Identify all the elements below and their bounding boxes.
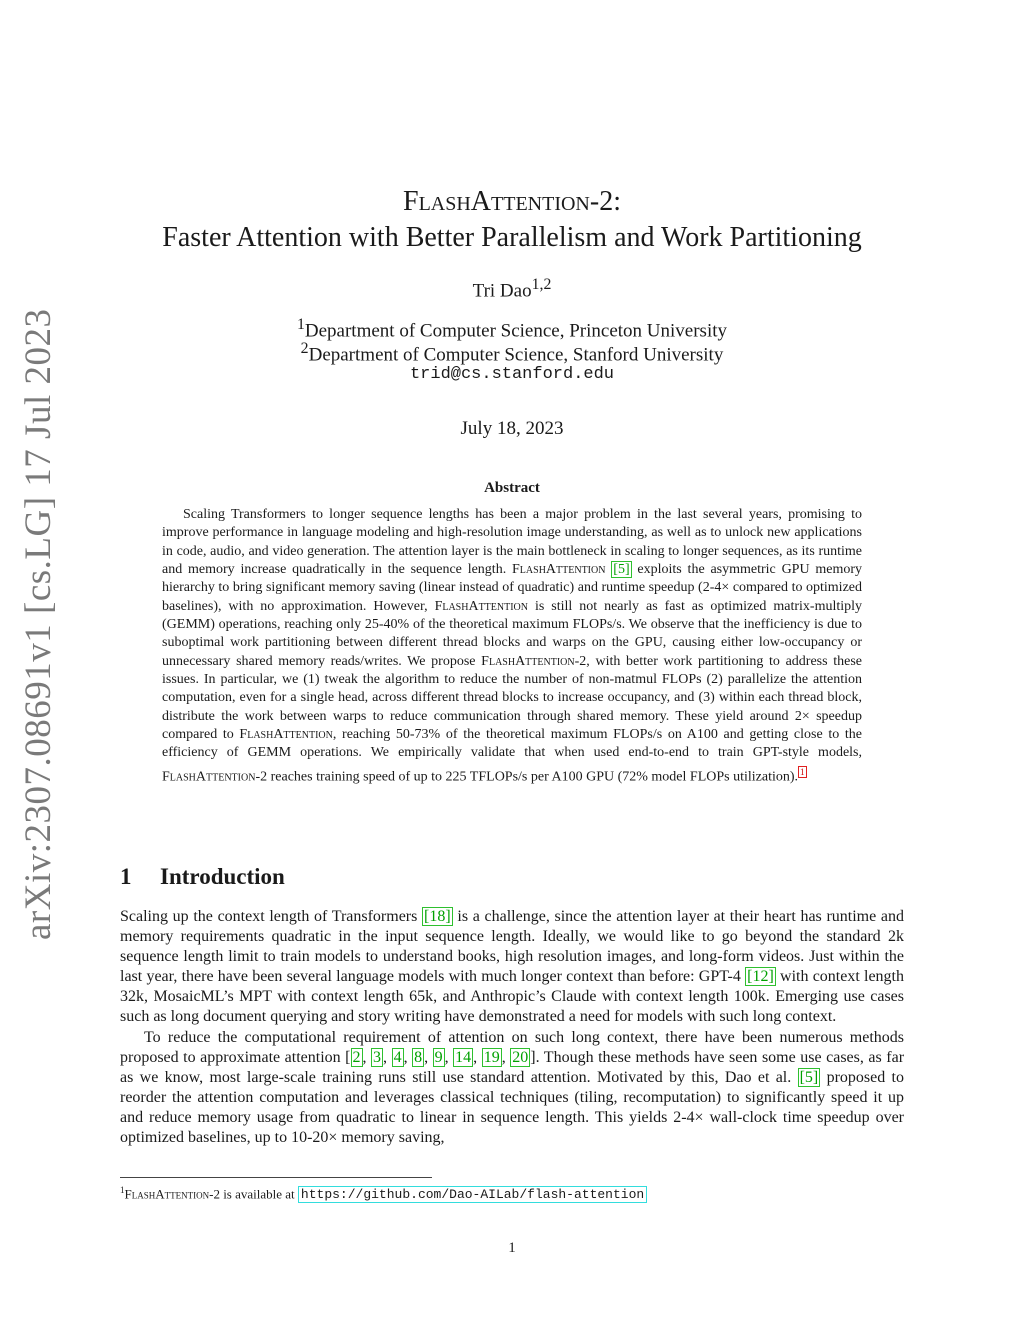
footnote-text: -2 is available at [209, 1186, 295, 1202]
citation-link[interactable]: 4 [393, 1048, 402, 1066]
flashattention-name: FlashAttention [239, 727, 333, 743]
abstract-text: is still not nearly as fast as optimized matrix-multiply (GEMM) operations, reaching only 25-40% of the theoretical maximum FLOPs/s. We observe that the inefficiency is due to suboptimal work partitioning between different thread blocks and warps on the GPU, causing either low-occupancy or unnecessary shared memory reads/writes. We propose [162, 598, 863, 669]
paper-subtitle: Faster Attention with Better Parallelism and Work Partitioning [162, 222, 862, 253]
citation-link[interactable]: [18] [424, 908, 451, 925]
citation-link[interactable]: 8 [414, 1048, 423, 1066]
citation-link[interactable]: [12] [747, 968, 774, 986]
citation-link[interactable]: 20 [512, 1048, 529, 1066]
paragraph-text: To reduce the computational requirement of attention on such long context, there have been numerous methods proposed to approximate attention [ [120, 1028, 904, 1066]
author-name: Tri Dao [472, 280, 532, 302]
abstract-text: , reaching 50-73% of the theoretical maximum FLOPs/s on A100 and getting close to the efficiency of GEMM operations. We empirically validate that when used end-to-end to train GPT-style models, [162, 727, 862, 761]
abstract-text: -2, with better work partitioning to address these issues. In particular, we (1) tweak the algorithm to reduce the number of non-matmul FLOPs (2) parallelize the attention computation, even for a single head, across different thread blocks to increase occupancy, and (3) within each thread block, distribute the work between warps to reduce communication through shared memory. These yield around 2× speedup compared to [162, 653, 862, 743]
footnote-link[interactable]: 1 [800, 766, 805, 777]
citation-link[interactable]: 2 [352, 1048, 361, 1066]
flashattention-name: FlashAttention [434, 598, 529, 614]
paragraph-text: proposed to reorder the attention computation and leverages classical techniques (tiling, recomputation) to significantly speed it up and reduce memory usage from quadratic to linear in sequence length. This yields 2-4× wall-clock time speedup over optimized baselines, up to 10-20× memory saving, [120, 1068, 905, 1147]
citation-link[interactable]: [5] [613, 562, 630, 578]
email-link[interactable]: trid@cs.stanford.edu [409, 365, 615, 384]
footnote-mark: 1 [120, 1185, 125, 1195]
citation-link[interactable]: 19 [483, 1048, 500, 1066]
author-superscript: 1,2 [531, 276, 552, 293]
affiliation-mark: 1 [296, 316, 305, 333]
section-title: Introduction [160, 864, 285, 889]
abstract-heading: Abstract [484, 480, 540, 496]
arxiv-stamp: arXiv:2307.08691v1 [cs.LG] 17 Jul 2023 [18, 308, 59, 940]
paper-date: July 18, 2023 [460, 418, 564, 439]
intro-paragraph-1 [120, 907, 904, 1028]
flashattention-name: FlashAttention [124, 1186, 210, 1202]
author [0, 276, 1024, 302]
introduction-body [120, 907, 904, 1148]
abstract-text: Scaling Transformers to longer sequence lengths has been a major problem in the last several years, promising to improve performance in language modeling and high-resolution image understanding, as well as to unlock new applications in code, audio, and video generation. The attention layer is the main bottleneck in scaling to longer sequences, as its runtime and memory increase quadratically in the sequence length. [162, 507, 862, 578]
paragraph-text: Scaling up the context length of Transformers [120, 908, 418, 925]
flashattention-name: FlashAttention [162, 769, 256, 785]
citation-link[interactable]: 9 [434, 1048, 443, 1066]
affiliation-mark: 2 [300, 340, 309, 357]
intro-paragraph-2: To reduce the computational requirement of attention on such long context, there have been numerous methods proposed to approximate attention [ 2 , 3 , 4 , 8 , 9 , 14 , 19 , 20 ]. Though these methods have seen some use cases, as far as we know, most large-scale training runs still use standard attention. Motivated by this, Dao et al. [5] proposed to reorder the attention computation and leverages classical techniques (tiling, recomputation) to significantly speed it up and reduce memory usage from quadratic to linear in sequence length. This yields 2-4× wall-clock time speedup over optimized baselines, up to 10-20× memory saving, [120, 1028, 905, 1147]
title-suffix: -2: [589, 186, 621, 217]
affiliation-1 [0, 316, 1024, 342]
paper-title [0, 186, 1024, 218]
title-name: FlashAttention [403, 186, 590, 217]
affiliation-2 [0, 340, 1024, 366]
citation-link[interactable]: 14 [455, 1048, 472, 1066]
flashattention-name: FlashAttention [481, 653, 575, 669]
footnote [120, 1182, 647, 1203]
page-number: 1 [508, 1240, 516, 1256]
paragraph-text: ]. Though these methods have seen some use cases, as far as we know, most large-scale training runs still use standard attention. Motivated by this, Dao et al. [120, 1048, 905, 1086]
flashattention-name: FlashAttention [512, 562, 606, 578]
affiliation-text: Department of Computer Science, Stanford University [308, 344, 724, 366]
footnote-divider [120, 1177, 432, 1178]
section-heading-introduction [120, 864, 285, 890]
paragraph-text: with context length 32k, MosaicML’s MPT with context length 65k, and Anthropic’s Claude with context length 100k. Emerging use cases such as long document querying and story writing have demonstrated a need for models with such long context. [120, 968, 905, 1026]
abstract-text: exploits the asymmetric GPU memory hierarchy to bring significant memory saving (linear instead of quadratic) and runtime speedup (2-4× compared to optimized baselines), with no approximation. However, [162, 562, 863, 614]
citation-link[interactable]: [5] [799, 1068, 819, 1086]
abstract-text: -2 reaches training speed of up to 225 TFLOPs/s per A100 GPU (72% model FLOPs utilization). [255, 769, 799, 785]
github-url-link[interactable]: https://github.com/Dao-AILab/flash-attention [298, 1186, 647, 1203]
paragraph-text: is a challenge, since the attention layer at their heart has runtime and memory requirements quadratic in the input sequence length. Ideally, we would like to go beyond the standard 2k sequence length limit to train models to understand books, high resolution images, and long-form videos. Just within the last year, there have been several language models with much longer context than before: GPT-4 [120, 908, 905, 986]
citation-link[interactable]: 3 [373, 1048, 382, 1066]
affiliation-text: Department of Computer Science, Princeton University [304, 320, 728, 342]
section-number: 1 [120, 864, 132, 889]
abstract-body [162, 506, 862, 787]
